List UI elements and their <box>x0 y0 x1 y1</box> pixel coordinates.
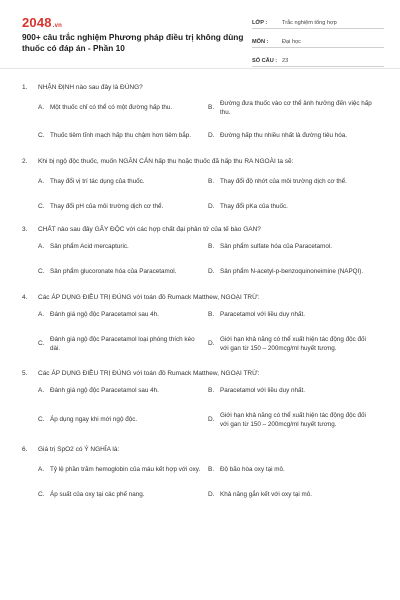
question-statement: CHẤT nào sau đây GÂY ĐỘC với các hợp chất đại phân tử của tế bào GAN? <box>38 225 261 233</box>
option-text: Giới hạn khả năng có thể xuất hiện tác động độc đối với gan từ 150 – 200mcg/ml huyết tương. <box>220 335 366 352</box>
meta-row-count <box>252 51 384 67</box>
option-d[interactable] <box>208 196 378 218</box>
option-b[interactable] <box>208 380 378 402</box>
option-a[interactable] <box>38 304 208 326</box>
answer-options <box>0 456 378 506</box>
option-letter: D. <box>208 416 215 424</box>
option-a[interactable] <box>38 456 208 484</box>
meta-row-subject <box>252 32 384 48</box>
option-letter: D. <box>208 491 215 499</box>
option-c[interactable] <box>38 258 208 286</box>
option-letter: A. <box>38 243 45 251</box>
meta-panel <box>252 13 384 70</box>
option-text: Thuốc tiêm tĩnh mạch hấp thu chậm hơn tiêm bắp. <box>50 132 191 140</box>
option-a[interactable] <box>38 236 208 258</box>
meta-value: 23 <box>282 58 289 64</box>
option-letter: C. <box>38 340 45 348</box>
header-divider <box>0 68 400 69</box>
option-letter: B. <box>208 243 215 251</box>
option-c[interactable] <box>38 196 208 218</box>
option-c[interactable] <box>38 484 208 506</box>
question-number: 5. <box>22 369 28 377</box>
option-a[interactable] <box>38 380 208 402</box>
answer-options <box>0 304 378 362</box>
option-text: Sản phẩm N-acetyl-p-benzoquinoneimine (NAPQI). <box>220 268 364 276</box>
option-text: Một thuốc chỉ có thể có một đường hấp thu. <box>50 104 173 112</box>
option-d[interactable] <box>208 122 378 150</box>
question-5 <box>0 366 400 438</box>
option-d[interactable] <box>208 484 378 506</box>
question-statement: Các ÁP DỤNG ĐIỀU TRỊ ĐÚNG với toán đồ Rumack Matthew, NGOẠI TRỪ: <box>38 293 260 301</box>
option-letter: A. <box>38 387 45 395</box>
option-letter: B. <box>208 311 215 319</box>
option-b[interactable] <box>208 304 378 326</box>
meta-label: MÔN : <box>252 39 269 45</box>
option-letter: B. <box>208 104 215 112</box>
page-title: 900+ câu trắc nghiệm Phương pháp điều trị không dùng thuốc có đáp án - Phần 10 <box>22 32 244 53</box>
option-text: Giới hạn khả năng có thể xuất hiện tác động độc đối với gan từ 150 – 200mcg/ml huyết tương. <box>220 411 366 428</box>
option-letter: C. <box>38 416 45 424</box>
option-text: Áp suất của oxy tại các phế nang. <box>50 491 145 499</box>
option-c[interactable] <box>38 326 208 362</box>
option-d[interactable] <box>208 402 378 438</box>
option-text: Đánh giá ngộ độc Paracetamol sau 4h. <box>50 311 159 319</box>
question-statement: Các ÁP DỤNG ĐIỀU TRỊ ĐÚNG với toán đồ Rumack Matthew, NGOẠI TRỪ: <box>38 369 260 377</box>
option-c[interactable] <box>38 402 208 438</box>
question-statement: Giá trị SpO2 có Ý NGHĨA là: <box>38 445 120 453</box>
meta-label: SỐ CÂU : <box>252 58 278 64</box>
meta-row-class <box>252 13 384 29</box>
option-letter: B. <box>208 178 215 186</box>
question-number: 6. <box>22 445 28 453</box>
question-list <box>0 80 400 510</box>
question-6 <box>0 442 400 506</box>
option-letter: D. <box>208 203 215 211</box>
option-letter: C. <box>38 268 45 276</box>
meta-value: Đại học <box>282 39 301 45</box>
worksheet-header <box>0 0 400 68</box>
option-letter: C. <box>38 491 45 499</box>
option-text: Paracetamol với liều duy nhất. <box>220 387 305 395</box>
question-number: 2. <box>22 157 28 165</box>
option-text: Sản phẩm Acid mercapturic. <box>50 243 129 251</box>
option-letter: D. <box>208 340 215 348</box>
option-a[interactable] <box>38 94 208 122</box>
answer-options <box>0 380 378 438</box>
option-letter: B. <box>208 466 215 474</box>
question-1 <box>0 80 400 150</box>
option-a[interactable] <box>38 168 208 196</box>
option-text: Đánh giá ngộ độc Paracetamol sau 4h. <box>50 387 159 395</box>
answer-options <box>0 168 378 218</box>
option-text: Sản phẩm sulfate hóa của Paracetamol. <box>220 243 333 251</box>
option-b[interactable] <box>208 94 378 122</box>
question-4 <box>0 290 400 362</box>
question-number: 3. <box>22 225 28 233</box>
option-text: Đường hấp thu nhiều nhất là đường tiêu hóa. <box>220 132 347 140</box>
question-2 <box>0 154 400 218</box>
option-text: Thay đổi pH của môi trường dịch cơ thể. <box>50 203 164 211</box>
question-statement: Khi bị ngộ độc thuốc, muốn NGĂN CẢN hấp thu hoặc thuốc đã hấp thu RA NGOÀI ta sẽ: <box>38 157 294 165</box>
question-text <box>0 222 400 236</box>
question-text <box>0 442 400 456</box>
option-letter: D. <box>208 132 215 140</box>
option-b[interactable] <box>208 456 378 484</box>
option-letter: A. <box>38 466 45 474</box>
question-text <box>0 154 400 168</box>
option-text: Áp dụng ngay khi mới ngộ độc. <box>50 416 138 424</box>
option-text: Thay đổi độ nhớt của môi trường dịch cơ thể. <box>220 178 347 186</box>
option-text: Khả năng gắn kết với oxy tại mô. <box>220 491 312 499</box>
option-letter: A. <box>38 178 45 186</box>
site-logo[interactable] <box>22 15 62 30</box>
option-text: Đánh giá ngộ độc Paracetamol loại phóng thích kéo dài. <box>50 335 195 352</box>
option-text: Thay đổi pKa của thuốc. <box>220 203 288 211</box>
option-d[interactable] <box>208 258 378 286</box>
answer-options <box>0 94 378 150</box>
option-letter: A. <box>38 311 45 319</box>
question-text <box>0 290 400 304</box>
meta-label: LỚP : <box>252 20 268 26</box>
option-b[interactable] <box>208 168 378 196</box>
logo-text: 2048 <box>22 15 52 30</box>
option-letter: A. <box>38 104 45 112</box>
option-letter: D. <box>208 268 215 276</box>
question-number: 4. <box>22 293 28 301</box>
option-text: Tỷ lệ phần trăm hemoglobin của máu kết hợp với oxy. <box>50 466 201 474</box>
option-letter: C. <box>38 132 45 140</box>
question-3 <box>0 222 400 286</box>
option-text: Độ bão hòa oxy tại mô. <box>220 466 285 474</box>
option-text: Paracetamol với liều duy nhất. <box>220 311 305 319</box>
answer-options <box>0 236 378 286</box>
question-text <box>0 366 400 380</box>
meta-value: Trắc nghiệm tổng hợp <box>282 20 337 26</box>
option-text: Sản phẩm glucoronate hóa của Paracetamol. <box>50 268 177 276</box>
question-statement: NHẬN ĐỊNH nào sau đây là ĐÚNG? <box>38 83 143 91</box>
option-text: Đường đưa thuốc vào cơ thể ảnh hưởng đến việc hấp thu. <box>220 99 372 116</box>
option-b[interactable] <box>208 236 378 258</box>
option-c[interactable] <box>38 122 208 150</box>
question-text <box>0 80 400 94</box>
option-letter: B. <box>208 387 215 395</box>
logo-suffix: .vn <box>52 23 63 29</box>
option-letter: C. <box>38 203 45 211</box>
option-text: Thay đổi vị trí tác dụng của thuốc. <box>50 178 145 186</box>
option-d[interactable] <box>208 326 378 362</box>
question-number: 1. <box>22 83 28 91</box>
